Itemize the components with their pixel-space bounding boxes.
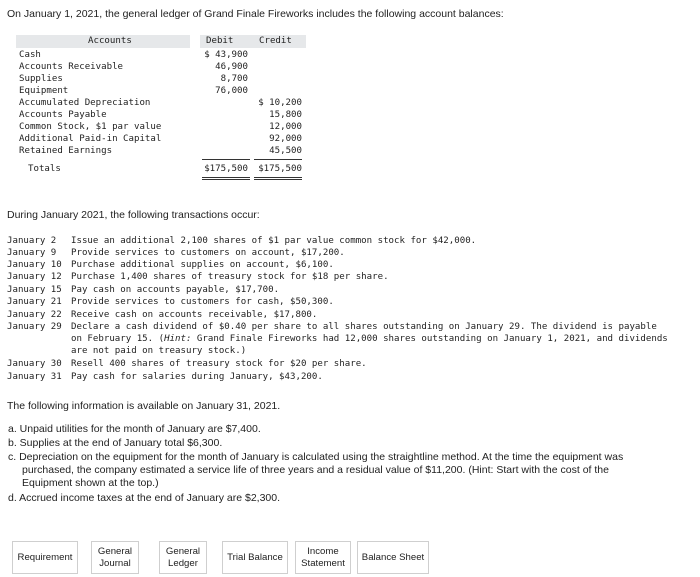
debit-double-underline-2 [202,179,250,180]
continuation-text: on February 15. ( [71,334,165,344]
credit-value: 15,800 [269,110,302,120]
debit-header: Debit [206,36,234,46]
account-name: Common Stock, $1 par value [19,122,162,132]
transaction [7,310,317,320]
tab-label: Trial Balance [227,551,283,563]
account-name: Retained Earnings [19,146,113,156]
transaction [7,272,389,282]
tab-income-statement[interactable] [295,541,351,574]
hint-label: Hint: [164,334,192,344]
transaction [7,285,279,295]
transaction-text: Pay cash on accounts payable, $17,700. [71,285,280,295]
tab-label: Journal [99,557,131,569]
tab-label: Ledger [168,557,198,569]
tab-general-ledger[interactable] [159,541,207,574]
table-row [16,74,306,86]
transaction [7,359,367,369]
debit-value: $ 43,900 [204,50,248,60]
totals-row [16,164,306,176]
tab-label: Income [307,545,339,557]
transaction [7,322,657,332]
tab-label: Statement [301,557,345,569]
account-name: Accumulated Depreciation [19,98,151,108]
transaction [7,297,334,307]
table-row [16,146,306,158]
table-row [16,122,306,134]
accounts-header: Accounts [88,36,132,46]
info-item-b: b. Supplies at the end of January total $6,300. [8,437,223,449]
tab-general-journal[interactable] [91,541,139,574]
transactions-intro: During January 2021, the following transactions occur: [7,209,260,221]
tab-requirement[interactable] [12,541,78,574]
account-name: Additional Paid-in Capital [19,134,162,144]
transaction-text: Purchase 1,400 shares of treasury stock for $18 per share. [71,272,389,282]
debit-total: $175,500 [204,164,248,174]
accounts-header-cell [16,35,190,48]
credit-value: 12,000 [269,122,302,132]
info-intro: The following information is available on January 31, 2021. [7,400,281,412]
tab-label: General [97,545,133,557]
table-row [16,134,306,146]
table-row [16,98,306,110]
credit-value: 92,000 [269,134,302,144]
transaction-continuation [71,334,668,344]
credit-total: $175,500 [258,164,302,174]
debit-underline [202,159,250,160]
transaction-date: January 22 [7,310,62,320]
transaction-continuation: are not paid on treasury stock.) [71,346,247,356]
transaction-text: Pay cash for salaries during January, $43,200. [71,372,323,382]
tab-label: Requirement [17,551,73,563]
credit-value: 45,500 [269,146,302,156]
transaction [7,236,476,246]
account-name: Supplies [19,74,63,84]
transaction-text: Resell 400 shares of treasury stock for $20 per share. [71,359,367,369]
info-item-a: a. Unpaid utilities for the month of January are $7,400. [8,423,261,435]
intro-text: On January 1, 2021, the general ledger of Grand Finale Fireworks includes the following account balances: [7,8,504,20]
transaction [7,372,323,382]
transaction-date: January 21 [7,297,62,307]
credit-underline [254,159,302,160]
transaction [7,260,334,270]
info-item-c: c. Depreciation on the equipment for the month of January is calculated using the straightline method. At the time the equipment was [8,451,624,463]
tab-trial-balance[interactable] [222,541,288,574]
table-row [16,86,306,98]
debit-value: 76,000 [215,86,248,96]
account-name: Equipment [19,86,69,96]
transaction-date: January 2 [7,236,57,246]
transaction-date: January 12 [7,272,62,282]
transaction-text: Provide services to customers on account, $17,200. [71,248,345,258]
transaction-date: January 30 [7,359,62,369]
transaction-date: January 9 [7,248,57,258]
totals-label: Totals [28,164,61,174]
table-row [16,50,306,62]
transaction-text: Issue an additional 2,100 shares of $1 par value common stock for $42,000. [71,236,477,246]
account-name: Accounts Receivable [19,62,124,72]
transaction-date: January 10 [7,260,62,270]
transaction-text: Receive cash on accounts receivable, $17,800. [71,310,318,320]
tab-balance-sheet[interactable] [357,541,429,574]
tab-label: Balance Sheet [361,551,425,563]
transaction-date: January 15 [7,285,62,295]
table-row [16,110,306,122]
debit-double-underline-1 [202,177,250,178]
transaction-text: Declare a cash dividend of $0.40 per share to all shares outstanding on January 29. The dividend is payable [71,322,657,332]
info-item-c-cont: purchased, the company estimated a service life of three years and a residual value of $11,200. (Hint: Start with the cost of the [22,464,609,476]
amount-header-cell [200,35,306,48]
info-item-d: d. Accrued income taxes at the end of January are $2,300. [8,492,281,504]
account-name: Accounts Payable [19,110,107,120]
transaction [7,248,345,258]
credit-value: $ 10,200 [258,98,302,108]
continuation-text: Grand Finale Fireworks had 12,000 shares outstanding on January 1, 2021, and dividends [191,334,668,344]
table-row [16,62,306,74]
credit-double-underline-1 [254,177,302,178]
account-name: Cash [19,50,41,60]
transaction-date: January 29 [7,322,62,332]
debit-value: 8,700 [220,74,248,84]
info-item-c-cont: Equipment shown at the top.) [22,477,159,489]
credit-header: Credit [259,36,292,46]
transaction-text: Provide services to customers for cash, $50,300. [71,297,334,307]
transaction-date: January 31 [7,372,62,382]
credit-double-underline-2 [254,179,302,180]
tab-label: General [165,545,201,557]
transaction-text: Purchase additional supplies on account, $6,100. [71,260,334,270]
debit-value: 46,900 [215,62,248,72]
